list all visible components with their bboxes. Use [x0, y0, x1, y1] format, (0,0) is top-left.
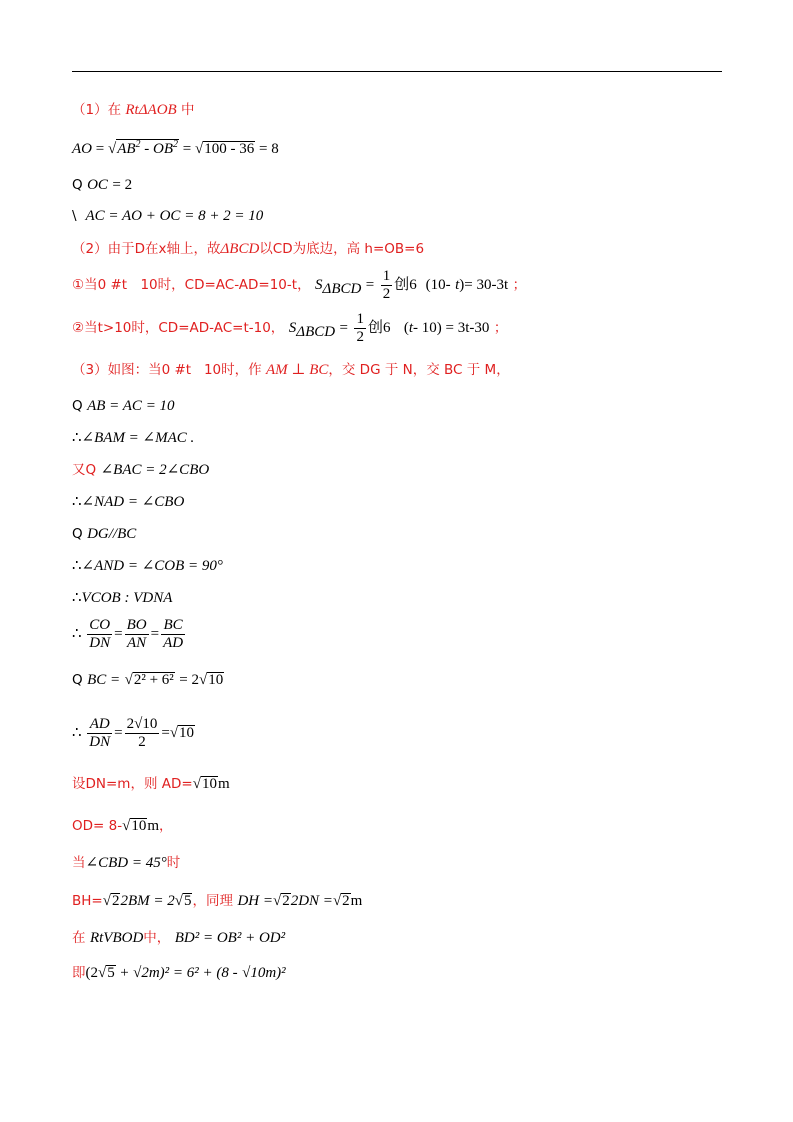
math: =: [182, 141, 192, 157]
therefore-sign: ∴: [72, 590, 82, 606]
text: 中: [181, 102, 195, 118]
denominator: AD: [163, 635, 184, 652]
radical-sign: √: [195, 141, 204, 157]
math: = 2: [112, 177, 133, 193]
radical-sign: √: [169, 725, 179, 741]
math: m: [217, 776, 230, 792]
math: - 10) = 3t-30: [413, 320, 490, 336]
let-dn-line: [72, 774, 230, 794]
math: Rt: [125, 102, 139, 118]
radical-sign: √: [174, 893, 183, 909]
radical-sign: √: [98, 965, 107, 981]
text: Q: [72, 177, 83, 193]
radicand: 5: [183, 893, 192, 909]
numerator: 2√10: [126, 716, 158, 733]
text: 0 #t: [97, 277, 128, 293]
math: +: [120, 965, 129, 981]
radical-sign: √: [102, 893, 111, 909]
text: 时: [166, 855, 181, 871]
text: ，: [159, 818, 173, 834]
ab-ac-line: [72, 396, 175, 416]
text: 即: [72, 965, 86, 981]
part2-heading: [72, 239, 424, 259]
radical-sign: √: [192, 776, 201, 792]
final-equation-line: [72, 963, 286, 983]
math: ∠CBD = 45°: [85, 855, 167, 871]
and-line: [72, 556, 223, 576]
math: AO: [72, 141, 92, 157]
math: S: [315, 277, 323, 293]
fraction: [354, 312, 366, 345]
math: ∠AND = ∠COB = 90°: [81, 558, 223, 574]
case2-line: [72, 310, 507, 350]
exponent: 2: [173, 139, 179, 150]
math: ΔAOB: [138, 102, 177, 118]
radical-sign: √: [122, 818, 131, 834]
fraction: [125, 618, 149, 651]
similar-line: [72, 588, 172, 608]
math: =: [95, 141, 105, 157]
text: 当: [72, 855, 86, 871]
math: = 2: [179, 672, 199, 688]
math: ∠BAC = 2∠CBO: [100, 462, 210, 478]
text: ①当: [72, 277, 98, 293]
math: 10m)²: [250, 965, 286, 981]
radical-sign: √: [124, 672, 133, 688]
text: Q: [72, 398, 83, 414]
fraction: [125, 717, 160, 750]
math: =: [161, 725, 170, 741]
math: 2DN =: [290, 893, 333, 909]
math: AC = AO + OC = 8 + 2 = 10: [85, 208, 264, 224]
therefore-sign: ∴: [72, 558, 82, 574]
numerator: BC: [161, 618, 185, 635]
part1-heading: [72, 100, 195, 120]
math: AB = AC = 10: [87, 398, 175, 414]
numerator: BO: [126, 617, 147, 634]
denominator: DN: [89, 734, 111, 751]
radicand: 100 - 36: [204, 141, 255, 157]
text: 0 #t: [161, 362, 192, 378]
math: RtVBOD: [89, 930, 144, 946]
text: BH=: [72, 893, 103, 909]
math: = 8: [258, 141, 279, 157]
bc-value-line: [72, 670, 224, 690]
math: BD² = OB² + OD²: [174, 930, 286, 946]
therefore-sign: ∴: [72, 725, 82, 741]
text: （3）如图：当: [72, 362, 162, 378]
math: 2BM = 2: [120, 893, 175, 909]
nad-line: [72, 492, 184, 512]
text: ；: [512, 277, 527, 293]
text: 以CD为底边，高 h=OB=6: [259, 241, 425, 257]
bam-line: [72, 428, 194, 448]
text: 又Q: [72, 462, 97, 478]
radicand: 5: [107, 965, 115, 981]
text: OD= 8-: [72, 818, 123, 834]
math: OB: [153, 141, 174, 157]
ad-dn-line: [72, 712, 195, 754]
od-line: [72, 816, 173, 836]
ratio-line: [72, 614, 187, 654]
math: (2: [85, 965, 98, 981]
radicand: [116, 139, 179, 158]
case1-line: [72, 267, 526, 307]
part3-heading: [72, 360, 510, 380]
math: VCOB : VDNA: [81, 590, 173, 606]
radicand: 10: [131, 818, 147, 834]
angle-45-line: [72, 853, 180, 873]
subscript: ΔBCD: [296, 323, 336, 340]
math: AM ⊥ BC: [265, 362, 329, 378]
math: (10-: [425, 277, 451, 293]
text: \: [72, 208, 77, 224]
math: BC =: [87, 672, 121, 688]
therefore-sign: ∴: [72, 626, 82, 642]
ao-equation: [72, 139, 279, 159]
text: Q: [72, 526, 83, 542]
therefore-sign: ∴: [72, 494, 82, 510]
denominator: DN: [89, 635, 111, 652]
math: DH =: [237, 893, 273, 909]
text: 中，: [143, 930, 171, 946]
radicand: 10: [179, 725, 195, 741]
text: （2）由于D在x轴上，故: [72, 241, 221, 257]
math: =: [339, 320, 348, 336]
math: OC: [87, 177, 108, 193]
text: （1）在: [72, 102, 122, 118]
radical-sign: √: [107, 141, 117, 157]
math: m: [350, 893, 363, 909]
denominator: 2: [382, 285, 391, 302]
denominator: 2: [356, 328, 364, 345]
math: 创6: [367, 320, 391, 336]
text: ；: [493, 320, 508, 336]
exponent: 2: [135, 139, 141, 150]
radical-sign: √: [133, 965, 142, 981]
math: (: [403, 320, 409, 336]
ac-line: [72, 206, 263, 226]
math: =: [114, 725, 123, 741]
math: =: [150, 626, 160, 642]
header-rule: [72, 71, 722, 72]
text: 设DN=m，则 AD=: [72, 776, 193, 792]
denominator: AN: [127, 635, 147, 652]
math: S: [288, 320, 297, 336]
radical-sign: √: [198, 672, 208, 688]
denominator: 2: [138, 734, 146, 751]
text: ，交 DG 于 N，交 BC 于 M，: [328, 362, 510, 378]
radicand: 2: [282, 893, 290, 909]
math: m: [147, 818, 159, 834]
oc-line: [72, 175, 132, 195]
math: AB: [117, 141, 136, 157]
fraction: [87, 717, 112, 750]
radicand: 10: [208, 672, 224, 688]
math: t: [408, 320, 413, 336]
math: =: [114, 626, 123, 642]
text: ②当t>10时，CD=AD-AC=t-10，: [72, 320, 285, 336]
math: DG//BC: [87, 526, 137, 542]
numerator: AD: [87, 717, 112, 734]
radical-sign: √: [332, 893, 342, 909]
therefore-sign: ∴: [72, 430, 82, 446]
radicand: 10: [201, 776, 217, 792]
numerator: 1: [356, 310, 364, 327]
bac-line: [72, 460, 209, 480]
math: ΔBCD: [220, 241, 260, 257]
subscript: ΔBCD: [322, 280, 362, 297]
dg-bc-line: [72, 524, 136, 544]
math: t: [455, 277, 460, 293]
math: 2m)² = 6² + (8 -: [141, 965, 238, 981]
radical-sign: √: [272, 893, 282, 909]
math: =: [365, 277, 375, 293]
math: )= 30-3t: [459, 277, 509, 293]
text: 10时，作: [203, 362, 262, 378]
radicand: 2: [111, 893, 120, 909]
math: ∠BAM = ∠MAC .: [81, 430, 195, 446]
rt-bod-line: [72, 928, 285, 948]
fraction: [161, 618, 185, 651]
math: -: [144, 141, 150, 157]
text: ，同理: [192, 893, 233, 909]
text: Q: [72, 672, 83, 688]
text: 10时，CD=AC-AD=10-t，: [140, 277, 311, 293]
fraction: [87, 618, 112, 651]
bh-line: [72, 891, 362, 911]
numerator: CO: [89, 617, 111, 634]
math: ∠NAD = ∠CBO: [81, 494, 185, 510]
math: 创6: [394, 277, 417, 293]
radicand: 2: [342, 893, 350, 909]
numerator: 1: [382, 267, 391, 284]
radicand: 2² + 6²: [133, 672, 174, 688]
radical-sign: √: [242, 965, 251, 981]
text: 在: [72, 930, 86, 946]
fraction: [381, 269, 393, 302]
